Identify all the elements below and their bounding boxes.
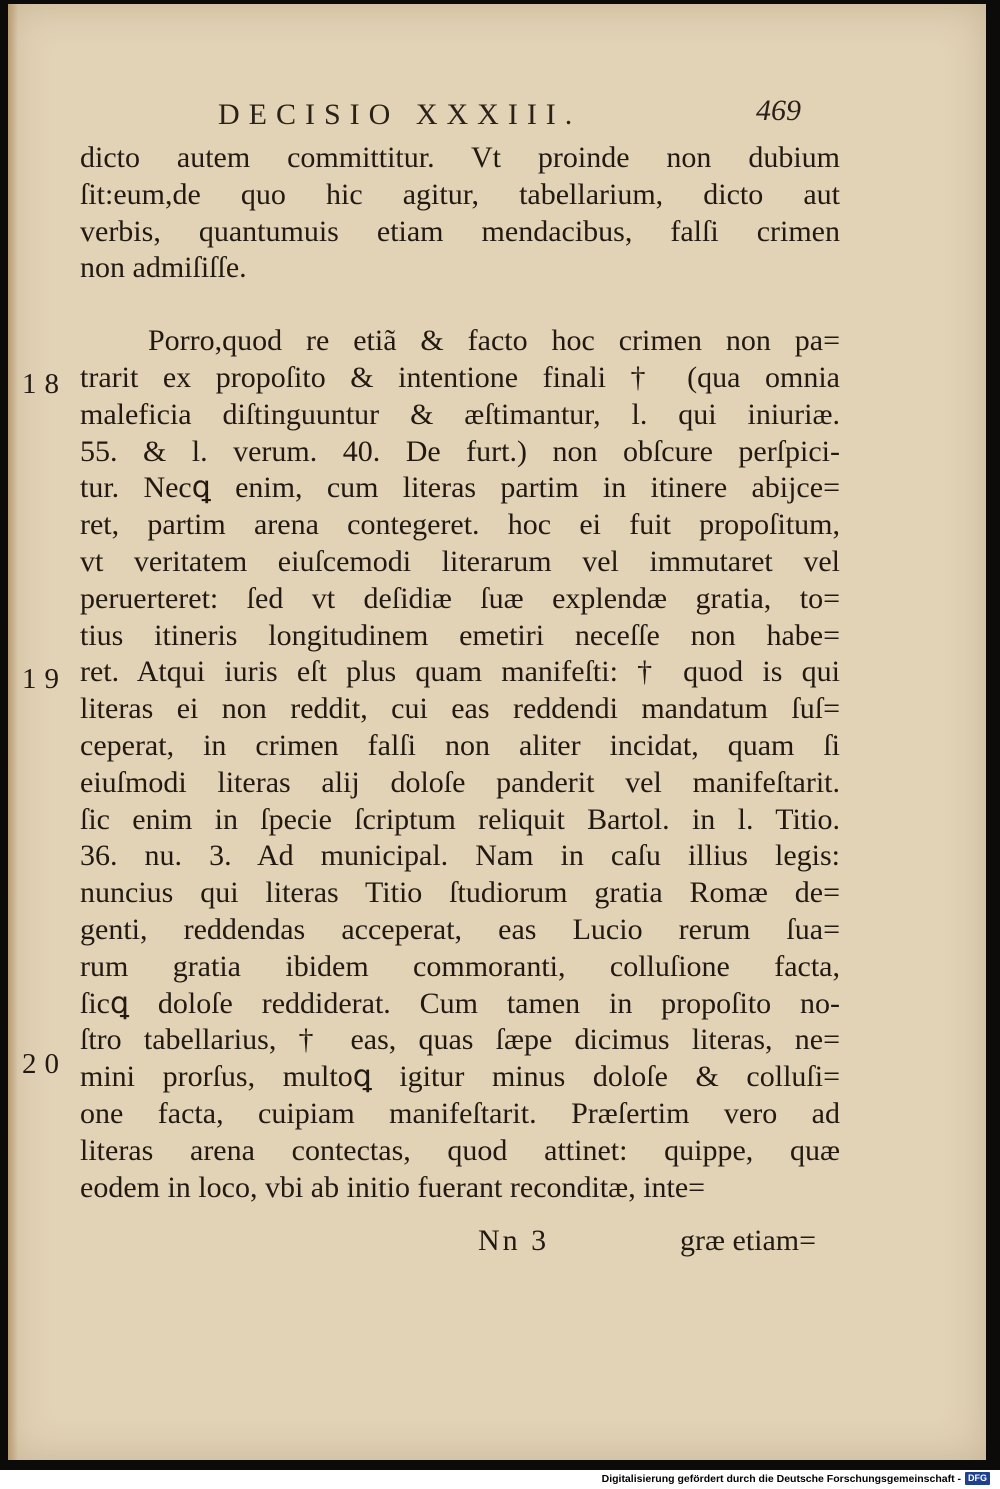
page-footer [0,1224,1000,1264]
paragraph [80,140,840,287]
text-line: dicto autem committitur. Vt proinde non dubium [80,141,840,174]
margin-number: 20 [22,1048,67,1080]
text-line: tius itineris longitudinem emetiri neceſſe non habe= [80,618,840,652]
text-line: genti, reddendas acceperat, eas Lucio rerum ſua= [80,912,840,946]
text-line: ſtro tabellarius, † eas, quas ſæpe dicimus literas, ne= [80,1023,840,1057]
text-line: ret. Atqui iuris eſt plus quam manifeſti: † quod is qui [80,655,840,689]
text-line: ſicꝗ doloſe reddiderat. Cum tamen in propoſito no- [80,986,840,1020]
text-line: non admiſiſſe. [80,251,247,285]
text-line: trarit ex propoſito & intentione finali † (qua omnia [80,360,840,394]
text-line: rum gratia ibidem commoranti, colluſione facta, [80,949,840,983]
text-line: nuncius qui literas Titio ſtudiorum gratia Romæ de= [80,876,840,910]
text-line: 36. nu. 3. Ad municipal. Nam in caſu illius legis: [80,839,840,873]
text-line: maleficia diſtinguuntur & æſtimantur, l. qui iniuriæ. [80,397,840,431]
body-text [80,140,840,1206]
digitization-credit [602,1472,990,1485]
text-line: one facta, cuipiam manifeſtarit. Præſertim vero ad [80,1096,840,1130]
text-line: eodem in loco, vbi ab initio fuerant reconditæ, inte= [80,1170,706,1204]
credit-text: Digitalisierung gefördert durch die Deutsche Forschungsgemeinschaft - [601,1472,961,1485]
text-line: ceperat, in crimen falſi non aliter incidat, quam ſi [80,728,840,762]
margin-number: 19 [22,663,67,695]
text-line: verbis, quantumuis etiam mendacibus, falſi crimen [80,214,840,248]
text-line: literas ei non reddit, cui eas reddendi mandatum ſuſ= [80,692,840,726]
catchword: græ etiam= [680,1224,817,1257]
text-line: ret, partim arena contegeret. hoc ei fuit propoſitum, [80,508,840,542]
signature-mark: Nn 3 [478,1224,550,1257]
margin-numbers [0,0,80,1489]
page-header [0,94,1000,138]
text-line: eiuſmodi literas alij doloſe panderit vel manifeſtarit. [80,765,840,799]
text-line: ſit:eum,de quo hic agitur, tabellarium, dicto aut [80,177,840,211]
paragraph [80,323,840,1206]
text-line: mini prorſus, multoꝗ igitur minus doloſe & colluſi= [80,1060,840,1094]
text-line: 55. & l. verum. 40. De furt.) non obſcure perſpici- [80,434,840,468]
text-line: literas arena contectas, quod attinet: quippe, quæ [80,1133,840,1167]
text-line: peruerteret: ſed vt deſidiæ ſuæ explendæ gratia, to= [80,581,840,615]
page-number: 469 [756,94,801,127]
margin-number: 18 [22,368,67,400]
text-line: ſic enim in ſpecie ſcriptum reliquit Bartol. in l. Titio. [80,802,840,836]
dfg-logo-icon: DFG [965,1472,990,1485]
text-line: vt veritatem eiuſcemodi literarum vel immutaret vel [80,544,840,578]
text-line: Porro,quod re etiã & facto hoc crimen non pa= [148,324,840,358]
text-line: tur. Necꝗ enim, cum literas partim in itinere abijce= [80,471,840,505]
running-head: DECISIO XXXIII. [218,98,582,131]
